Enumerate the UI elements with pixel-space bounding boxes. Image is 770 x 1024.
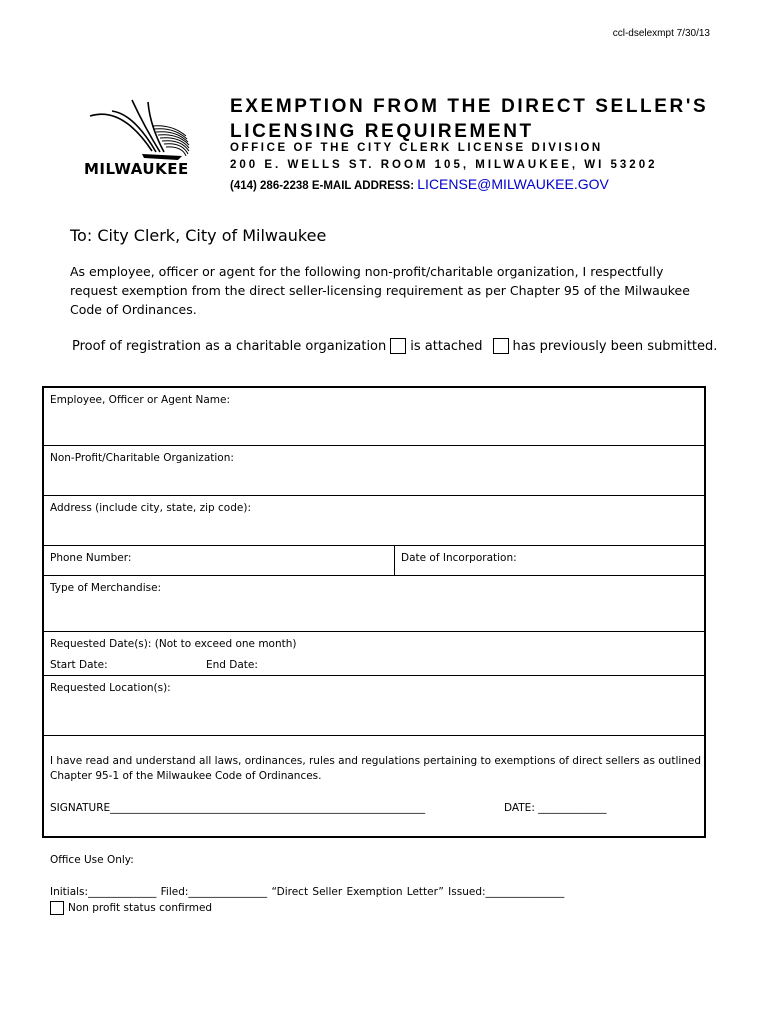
contact-line [230, 176, 609, 192]
office-use-line[interactable]: Initials:_____________ Filed:_______________ “Direct Seller Exemption Letter” Issued:_______________ [50, 886, 565, 898]
attached-checkbox[interactable] [390, 338, 406, 354]
email-link[interactable]: LICENSE@MILWAUKEE.GOV [417, 176, 609, 192]
location-field[interactable] [44, 676, 704, 736]
attached-label: is attached [410, 338, 483, 354]
phone-label: Phone Number: [50, 552, 132, 564]
contact-phone: (414) 286-2238 E-MAIL ADDRESS: [230, 180, 415, 192]
submitted-label: has previously been submitted. [512, 338, 718, 354]
logo-wordmark: MILWAUKEE [84, 160, 189, 178]
incorporation-label: Date of Incorporation: [401, 552, 517, 564]
form-code: ccl-dselexmpt 7/30/13 [612, 28, 710, 39]
address-field[interactable] [44, 496, 704, 546]
merchandise-label: Type of Merchandise: [50, 582, 162, 594]
title-line-2: LICENSING REQUIREMENT [230, 121, 534, 142]
address-label: Address (include city, state, zip code): [50, 502, 251, 514]
office-use-heading: Office Use Only: [50, 854, 134, 866]
nonprofit-label: Non profit status confirmed [68, 902, 213, 914]
certification-section [44, 736, 704, 836]
name-label: Employee, Officer or Agent Name: [50, 394, 230, 406]
proof-of-registration [72, 338, 717, 354]
end-date-label: End Date: [206, 659, 258, 671]
addressee: To: City Clerk, City of Milwaukee [70, 226, 327, 245]
application-form [42, 386, 706, 838]
merchandise-field[interactable] [44, 576, 704, 632]
requested-dates-field[interactable] [44, 632, 704, 676]
date-line[interactable]: DATE: _____________ [504, 802, 607, 814]
page-title [230, 94, 708, 144]
location-label: Requested Location(s): [50, 682, 171, 694]
submitted-checkbox[interactable] [493, 338, 509, 354]
proof-label: Proof of registration as a charitable organization [72, 338, 387, 354]
field-divider [394, 546, 395, 575]
title-line-1: EXEMPTION FROM THE DIRECT SELLER'S [230, 96, 709, 117]
request-paragraph: As employee, officer or agent for the following non-profit/charitable organization, I respectfully request exemption from the direct seller-licensing requirement as per Chapter 95 of the Milwaukee Code of Ordinances. [70, 264, 690, 317]
signature-line[interactable]: SIGNATURE____________________________________________________________ [50, 802, 426, 814]
nonprofit-checkbox[interactable] [50, 901, 64, 915]
certification-text: I have read and understand all laws, ordinances, rules and regulations pertaining to exemptions of direct sellers as outlined Chapter 95-1 of the Milwaukee Code of Ordinances. [50, 755, 702, 782]
phone-incorporation-row [44, 546, 704, 576]
nonprofit-confirmed [50, 901, 212, 915]
organization-field[interactable] [44, 446, 704, 496]
organization-label: Non-Profit/Charitable Organization: [50, 452, 234, 464]
dates-label: Requested Date(s): (Not to exceed one month) [50, 638, 297, 650]
name-field[interactable] [44, 388, 704, 446]
office-address: 200 E. WELLS ST. ROOM 105, MILWAUKEE, WI 53202 [230, 159, 658, 171]
office-name: OFFICE OF THE CITY CLERK LICENSE DIVISION [230, 142, 603, 154]
start-date-label: Start Date: [50, 659, 108, 671]
